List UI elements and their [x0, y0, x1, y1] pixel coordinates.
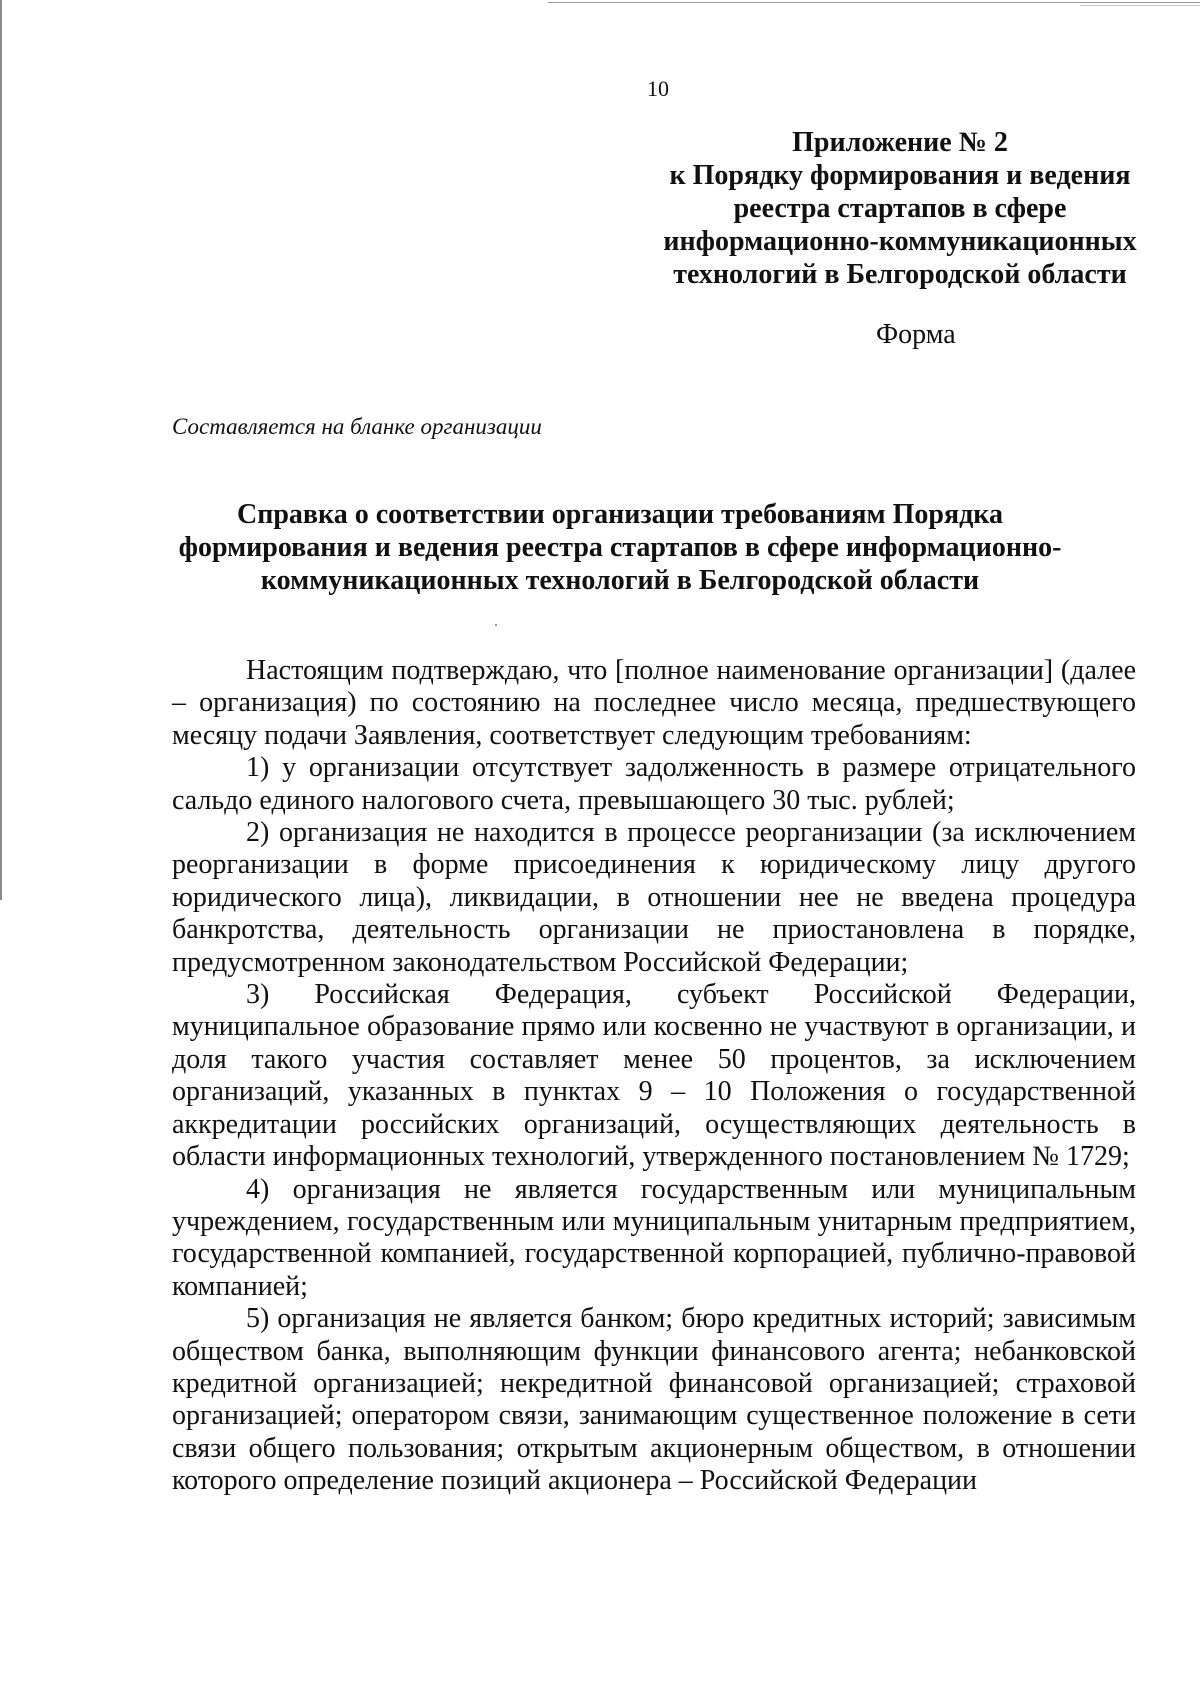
title-line: формирования и ведения реестра стартапов в сфере информационно-: [178, 532, 1062, 563]
annex-line: технологий в Белгородской области: [673, 259, 1127, 290]
blank-note: Составляется на бланке организации: [172, 414, 542, 439]
title-line: Справка о соответствии организации требованиям Порядка: [237, 499, 1003, 530]
paragraph-item-2: 2) организация не находится в процессе реорганизации (за исключением реорганизации в форме присоединения к юридическому лицу другого юридического лица), ликвидации, в отношении нее не введена процедура банкротства, деятельность организации не приостановлена в порядке, предусмотренном законодательством Российской Федерации;: [172, 817, 1136, 978]
paragraph-item-4: 4) организация не является государственным или муниципальным учреждением, государственным или муниципальным унитарным предприятием, государственной компанией, государственной корпорацией, публично-правовой компанией;: [172, 1173, 1136, 1302]
scan-speck: [495, 624, 497, 626]
page-number: 10: [647, 76, 669, 101]
document-body: [172, 655, 1136, 1498]
document-title: [140, 498, 1100, 597]
scan-edge-top: [548, 2, 1200, 3]
form-label: Форма: [876, 319, 956, 350]
annex-line: к Порядку формирования и ведения: [669, 160, 1131, 191]
paragraph-item-3: 3) Российская Федерация, субъект Российской Федерации, муниципальное образование прямо или косвенно не участвуют в организации, и доля такого участия составляет менее 50 процентов, за исключением организаций, указанных в пунктах 9 – 10 Положения о государственной аккредитации российских организаций, осуществляющих деятельность в области информационных технологий, утвержденного постановлением № 1729;: [172, 979, 1136, 1173]
title-line: коммуникационных технологий в Белгородской области: [260, 565, 980, 596]
scan-edge-top-right: [1080, 5, 1200, 6]
scan-edge-left: [0, 0, 2, 900]
paragraph-item-5: 5) организация не является банком; бюро кредитных историй; зависимым обществом банка, выполняющим функции финансового агента; небанковской кредитной организацией; некредитной финансовой организацией; страховой организацией; оператором связи, занимающим существенное положение в сети связи общего пользования; открытым акционерным обществом, в отношении которого определение позиций акционера – Российской Федерации: [172, 1303, 1136, 1497]
annex-line: информационно-коммуникационных: [663, 226, 1137, 257]
paragraph-item-1: 1) у организации отсутствует задолженность в размере отрицательного сальдо единого налогового счета, превышающего 30 тыс. рублей;: [172, 752, 1136, 816]
annex-line: реестра стартапов в сфере: [733, 193, 1067, 224]
annex-line: Приложение № 2: [792, 127, 1008, 158]
paragraph-intro: Настоящим подтверждаю, что [полное наименование организации] (далее – организация) по состоянию на последнее число месяца, предшествующего месяцу подачи Заявления, соответствует следующим требованиям:: [172, 655, 1136, 751]
annex-header: [620, 126, 1180, 291]
